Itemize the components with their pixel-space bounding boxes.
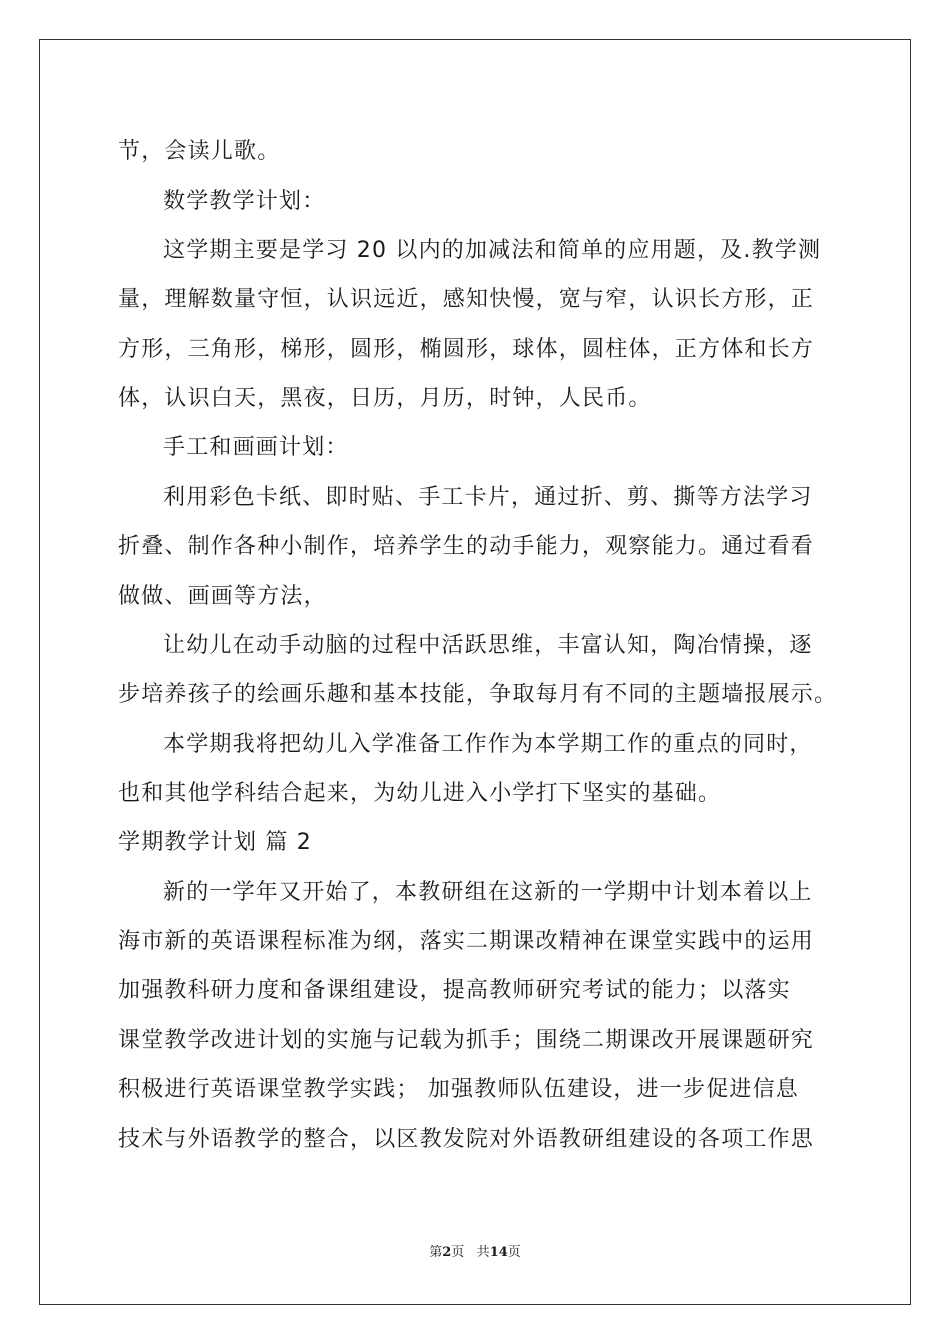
text-line: 折叠、制作各种小制作，培养学生的动手能力，观察能力。通过看看 <box>118 534 815 559</box>
page-prefix: 第 <box>429 1245 443 1260</box>
text-line: 体，认识白天，黑夜，日历，月历，时钟，人民币。 <box>118 386 652 411</box>
section-heading-crafts: 手工和画画计划： <box>163 435 349 460</box>
text-line: 也和其他学科结合起来，为幼儿进入小学打下坚实的基础。 <box>118 781 722 806</box>
article-title: 学期教学计划 篇 2 <box>118 830 312 855</box>
text-line: 本学期我将把幼儿入学准备工作作为本学期工作的重点的同时， <box>163 732 813 757</box>
text-line: 课堂教学改进计划的实施与记载为抓手；围绕二期课改开展课题研究 <box>118 1028 815 1053</box>
text-line: 这学期主要是学习 20 以内的加减法和简单的应用题，及.教学测 <box>163 238 822 263</box>
text-line: 做做、画画等方法， <box>118 584 327 609</box>
text-line: 积极进行英语课堂教学实践； 加强教师队伍建设，进一步促进信息 <box>118 1077 799 1102</box>
text-line: 新的一学年又开始了，本教研组在这新的一学期中计划本着以上 <box>163 880 813 905</box>
total-suffix: 页 <box>507 1245 521 1260</box>
total-prefix: 共 <box>476 1245 490 1260</box>
page-number: 2 <box>442 1245 452 1260</box>
text-line: 节，会读儿歌。 <box>118 139 281 164</box>
text-line: 海市新的英语课程标准为纲，落实二期课改精神在课堂实践中的运用 <box>118 929 815 954</box>
page-border <box>39 39 911 1305</box>
text-line: 让幼儿在动手动脑的过程中活跃思维，丰富认知，陶冶情操，逐 <box>163 633 813 658</box>
text-line: 量，理解数量守恒，认识远近，感知快慢，宽与窄，认识长方形，正 <box>118 287 815 312</box>
total-pages: 14 <box>489 1245 508 1260</box>
text-line: 方形，三角形，梯形，圆形，椭圆形，球体，圆柱体，正方体和长方 <box>118 337 815 362</box>
section-heading-math: 数学教学计划： <box>163 189 326 214</box>
text-line: 步培养孩子的绘画乐趣和基本技能，争取每月有不同的主题墙报展示。 <box>118 682 838 707</box>
page-suffix: 页 <box>451 1245 465 1260</box>
text-line: 技术与外语教学的整合，以区教发院对外语教研组建设的各项工作思 <box>118 1127 815 1152</box>
page-footer <box>0 1241 950 1260</box>
text-line: 利用彩色卡纸、即时贴、手工卡片，通过折、剪、撕等方法学习 <box>163 485 813 510</box>
text-line: 加强教科研力度和备课组建设，提高教师研究考试的能力；以落实 <box>118 978 791 1003</box>
